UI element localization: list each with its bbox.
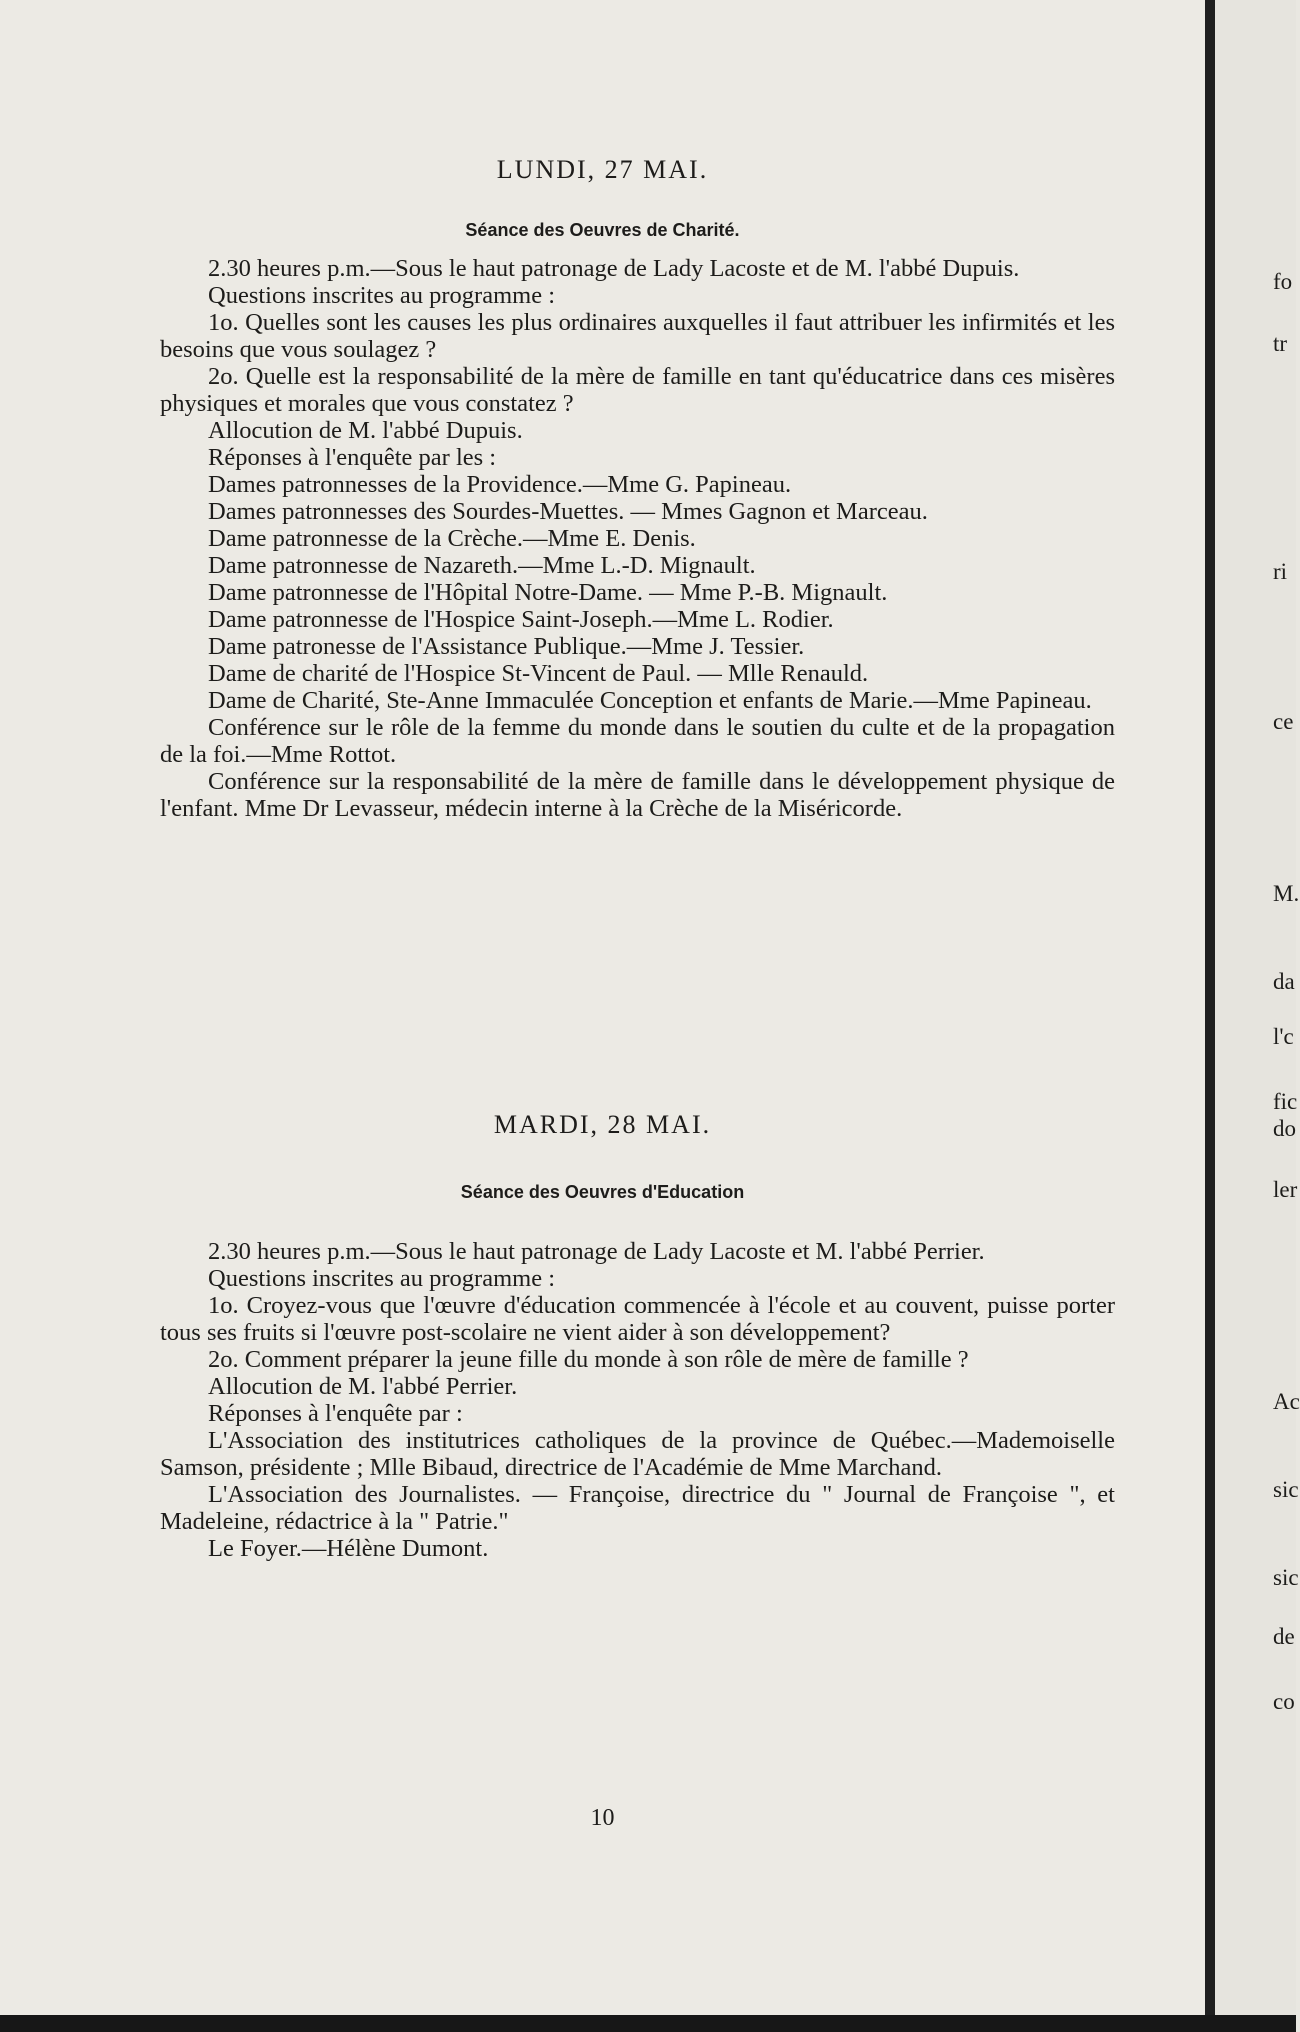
next-page-fragment: ce	[1273, 709, 1294, 734]
paragraph: 1o. Quelles sont les causes les plus ordinaires auxquelles il faut attribuer les infirmités et les besoins que vous soulagez ?	[160, 309, 1115, 363]
paragraph: Réponses à l'enquête par les :	[208, 444, 497, 471]
next-page-fragment: sic	[1273, 1477, 1299, 1502]
next-page-fragment: Ac	[1273, 1389, 1300, 1414]
page-number: 10	[590, 1805, 615, 1831]
section-body	[160, 255, 1115, 822]
section-body	[160, 1238, 1115, 1562]
next-page-fragment: co	[1273, 1689, 1295, 1714]
page-right-edge	[1215, 0, 1300, 2032]
next-page-fragment: de	[1273, 1624, 1295, 1649]
next-page-fragment: ler	[1273, 1177, 1298, 1202]
paragraph: Allocution de M. l'abbé Perrier.	[208, 1373, 518, 1400]
next-page-fragment: tr	[1273, 331, 1288, 356]
next-page-fragment: da	[1273, 969, 1295, 994]
paragraph: 2o. Quelle est la responsabilité de la mère de famille en tant qu'éducatrice dans ces misères physiques et morales que vous constatez ?	[160, 363, 1115, 417]
next-page-fragment: l'c	[1273, 1024, 1294, 1049]
page-gutter	[1205, 0, 1215, 2032]
paragraph: Dame patronnesse de l'Hôpital Notre-Dame. — Mme P.-B. Mignault.	[208, 579, 888, 606]
paragraph: Réponses à l'enquête par :	[208, 1400, 463, 1427]
next-page-fragment: fo	[1273, 269, 1293, 294]
session-heading: Séance des Oeuvres de Charité.	[465, 220, 740, 240]
paragraph: 2.30 heures p.m.—Sous le haut patronage de Lady Lacoste et M. l'abbé Perrier.	[208, 1238, 985, 1265]
paragraph: Dames patronnesses de la Providence.—Mme G. Papineau.	[208, 471, 792, 498]
paragraph: Dames patronnesses des Sourdes-Muettes. — Mmes Gagnon et Marceau.	[208, 498, 928, 525]
paragraph: Questions inscrites au programme :	[208, 282, 556, 309]
paragraph: Conférence sur le rôle de la femme du monde dans le soutien du culte et de la propagation de la foi.—Mme Rottot.	[160, 714, 1115, 768]
next-page-fragment: do	[1273, 1116, 1296, 1141]
paragraph: Dame de Charité, Ste-Anne Immaculée Conception et enfants de Marie.—Mme Papineau.	[208, 687, 1092, 714]
paragraph: L'Association des Journalistes. — Françoise, directrice du " Journal de Françoise ", et Madeleine, rédactrice à la " Patrie."	[160, 1481, 1115, 1535]
paragraph: Allocution de M. l'abbé Dupuis.	[208, 417, 523, 444]
next-page-fragment: M.	[1273, 881, 1300, 906]
paragraph: 2.30 heures p.m.—Sous le haut patronage de Lady Lacoste et de M. l'abbé Dupuis.	[208, 255, 1020, 282]
day-heading: MARDI, 28 MAI.	[493, 1110, 712, 1139]
paragraph: L'Association des institutrices catholiques de la province de Québec.—Mademoiselle Samson, présidente ; Mlle Bibaud, directrice de l'Académie de Mme Marchand.	[160, 1427, 1115, 1481]
scan-border-bottom	[0, 2015, 1296, 2032]
paragraph: Conférence sur la responsabilité de la mère de famille dans le développement physique de l'enfant. Mme Dr Levasseur, médecin interne à la Crèche de la Miséricorde.	[160, 768, 1115, 822]
day-heading: LUNDI, 27 MAI.	[496, 155, 709, 184]
paragraph: Le Foyer.—Hélène Dumont.	[208, 1535, 489, 1562]
next-page-fragment: fic	[1273, 1089, 1298, 1114]
paragraph: Questions inscrites au programme :	[208, 1265, 556, 1292]
paragraph: Dame patronnesse de Nazareth.—Mme L.-D. Mignault.	[208, 552, 756, 579]
paragraph: Dame patronnesse de la Crèche.—Mme E. Denis.	[208, 525, 696, 552]
paragraph: 1o. Croyez-vous que l'œuvre d'éducation commencée à l'école et au couvent, puisse porter tous ses fruits si l'œuvre post-scolaire ne vient aider à son développement?	[160, 1292, 1115, 1346]
next-page-fragment: sic	[1273, 1565, 1299, 1590]
paragraph: Dame de charité de l'Hospice St-Vincent de Paul. — Mlle Renauld.	[208, 660, 869, 687]
paragraph: 2o. Comment préparer la jeune fille du monde à son rôle de mère de famille ?	[208, 1346, 969, 1373]
paragraph: Dame patronesse de l'Assistance Publique.—Mme J. Tessier.	[208, 633, 805, 660]
paragraph: Dame patronnesse de l'Hospice Saint-Joseph.—Mme L. Rodier.	[208, 606, 834, 633]
session-heading: Séance des Oeuvres d'Education	[460, 1182, 745, 1202]
next-page-fragment: ri	[1273, 559, 1288, 584]
